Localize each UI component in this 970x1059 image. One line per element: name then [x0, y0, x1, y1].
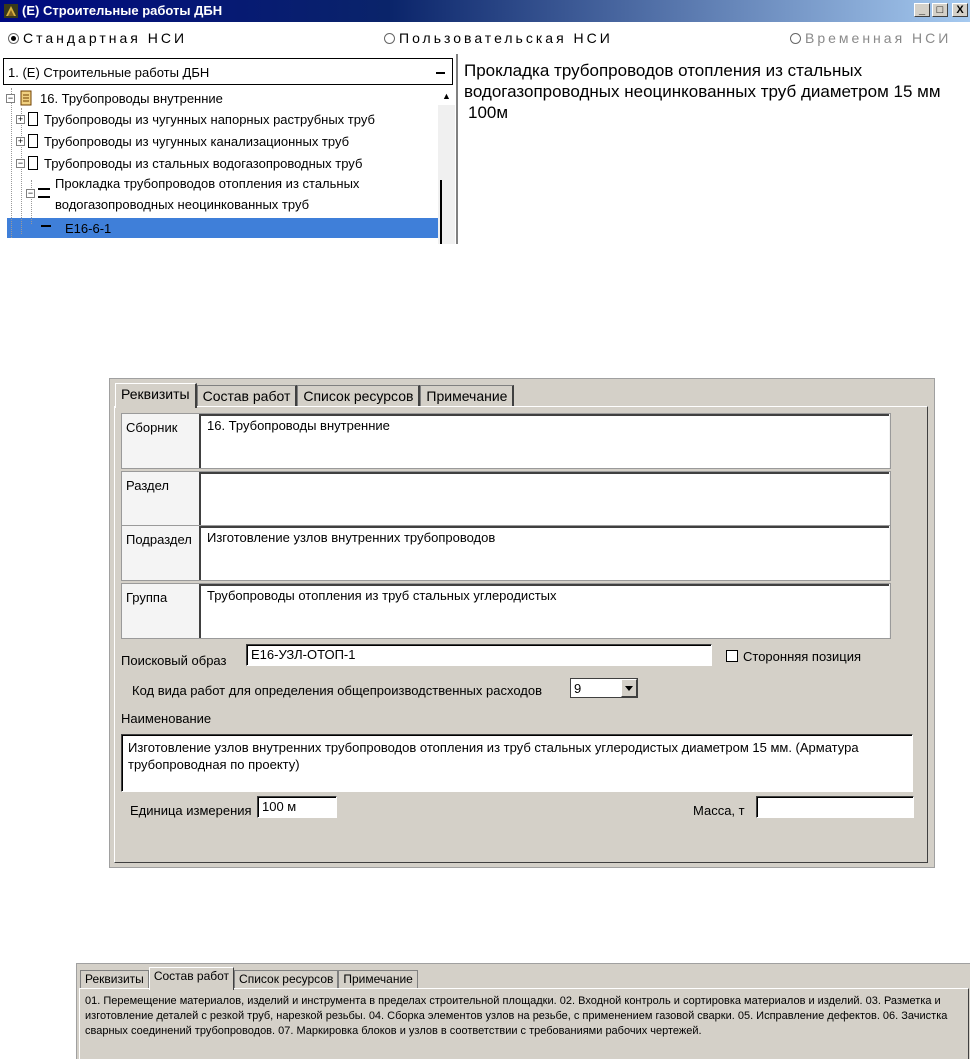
document-icon: [28, 134, 38, 148]
work-type-value: 9: [574, 681, 582, 696]
search-input[interactable]: Е16-УЗЛ-ОТОП-1: [246, 644, 712, 666]
tab-requisites[interactable]: Реквизиты: [80, 970, 149, 989]
main-window: [0, 0, 970, 244]
tree-item[interactable]: [6, 88, 223, 108]
tree-item-label: Трубопроводы из стальных водогазопроводных труб: [44, 155, 363, 171]
works-composition-text[interactable]: 01. Перемещение материалов, изделий и инструмента в пределах строительной площадки. 02. Входной контроль и сортировка материалов и изделий. 03. Разметка и изготовление деталей с резкой труб, нарезкой резьбы. 04. Сборка элементов узлов на резьбе, с применением газовой сварки. 05. Исправление дефектов. 06. Зачистка сварных соединений трубопроводов. 07. Маркировка блоков и узлов в соответствии с требованиями рабочих чертежей.: [85, 995, 948, 1037]
radio-dot-icon: [8, 33, 19, 44]
tree-item-label: Прокладка трубопроводов отопления из стальных: [55, 175, 360, 191]
nsi-radio-group: [0, 22, 970, 54]
field-label: Сборник: [126, 420, 178, 435]
tree-item[interactable]: [16, 109, 375, 129]
description-pane: [460, 54, 970, 244]
unit-label: Единица измерения: [130, 803, 252, 818]
tab-requisites[interactable]: Реквизиты: [115, 383, 197, 408]
collection-select[interactable]: [3, 58, 453, 85]
works-form: [76, 963, 970, 1059]
tab-works[interactable]: Состав работ: [197, 385, 298, 407]
group-field[interactable]: [199, 584, 889, 638]
expand-icon[interactable]: +: [17, 135, 24, 146]
window-title: (E) Строительные работы ДБН: [22, 3, 223, 18]
radio-label: Пользовательская НСИ: [399, 30, 613, 46]
close-button[interactable]: X: [952, 3, 968, 17]
radio-dot-icon: [384, 33, 395, 44]
document-icon: [28, 112, 38, 126]
norm-unit: 100м: [468, 103, 509, 122]
maximize-button[interactable]: □: [932, 3, 948, 17]
tab-resources[interactable]: Список ресурсов: [234, 970, 338, 989]
radio-label: Временная НСИ: [805, 30, 952, 46]
radio-label: Стандартная НСИ: [23, 30, 187, 46]
field-group: [121, 583, 891, 639]
norm-description-text: Прокладка трубопроводов отопления из стальных водогазопроводных неоцинкованных труб диаметром 15 мм: [464, 61, 941, 101]
field-label: Подраздел: [126, 532, 192, 547]
collection-field[interactable]: [199, 414, 889, 468]
collapse-icon[interactable]: −: [27, 187, 34, 198]
search-label: Поисковый образ: [121, 653, 227, 668]
book-icon: [18, 90, 34, 106]
tree-scrollbar[interactable]: [438, 88, 455, 244]
unit-input[interactable]: 100 м: [257, 796, 337, 818]
norms-tree[interactable]: [3, 88, 455, 244]
tree-item-label: водогазопроводных неоцинкованных труб: [55, 196, 310, 212]
tree-item-label: Е16-6-1: [65, 220, 112, 236]
tree-item[interactable]: [16, 153, 362, 173]
scroll-track-line: [440, 180, 442, 244]
section-field[interactable]: [199, 472, 889, 526]
subsection-field[interactable]: [199, 526, 889, 580]
tab-strip: [80, 967, 418, 989]
field-subsection: [121, 525, 891, 581]
field-value: Изготовление узлов внутренних трубопроводов: [207, 530, 496, 545]
field-value: 16. Трубопроводы внутренние: [207, 418, 390, 433]
tree-pane: [0, 54, 458, 244]
field-section: [121, 471, 891, 527]
collapse-icon[interactable]: −: [17, 157, 24, 168]
document-icon: [28, 156, 38, 170]
field-collection: [121, 413, 891, 469]
work-type-select[interactable]: [570, 678, 638, 698]
app-icon: [3, 3, 19, 19]
name-label: Наименование: [121, 711, 212, 726]
tab-resources[interactable]: Список ресурсов: [297, 385, 420, 407]
radio-user-nsi[interactable]: [384, 30, 613, 46]
work-type-label: Код вида работ для определения общепроизводственных расходов: [132, 683, 542, 698]
tab-notes[interactable]: Примечание: [338, 970, 417, 989]
works-panel: [79, 988, 969, 1059]
radio-standard-nsi[interactable]: [8, 30, 187, 46]
requisites-panel: [114, 406, 928, 863]
tree-item-label: Трубопроводы из чугунных напорных раструбных труб: [44, 111, 375, 127]
table-icon: [38, 188, 50, 198]
collapse-icon[interactable]: −: [7, 92, 14, 103]
title-bar: [0, 0, 970, 22]
scroll-up-icon[interactable]: ▲: [438, 88, 455, 105]
tree-item[interactable]: [26, 183, 56, 203]
third-party-label: Сторонняя позиция: [743, 649, 862, 664]
name-textarea[interactable]: Изготовление узлов внутренних трубопроводов отопления из труб стальных углеродистых диаметром 15 мм. (Арматура трубопроводная по проекту): [121, 734, 913, 792]
collection-select-value: 1. (E) Строительные работы ДБН: [8, 65, 210, 80]
dropdown-arrow-icon[interactable]: [621, 679, 637, 697]
tree-item[interactable]: [16, 131, 349, 151]
field-value: Трубопроводы отопления из труб стальных углеродистых: [207, 588, 557, 603]
expand-icon[interactable]: +: [17, 113, 24, 124]
item-icon: [41, 225, 51, 231]
field-label: Группа: [126, 590, 168, 605]
radio-dot-icon: [790, 33, 801, 44]
norm-description: [464, 60, 964, 123]
radio-temp-nsi: [790, 30, 951, 46]
tree-item-label: 16. Трубопроводы внутренние: [40, 90, 223, 106]
tab-strip: [115, 383, 514, 407]
mass-label: Масса, т: [693, 803, 745, 818]
mass-input[interactable]: [756, 796, 914, 818]
requisites-form: [109, 378, 935, 868]
tree-item-selected[interactable]: [41, 218, 111, 238]
third-party-checkbox[interactable]: [726, 650, 738, 662]
tree-item-label: Трубопроводы из чугунных канализационных труб: [44, 133, 350, 149]
tab-works[interactable]: Состав работ: [149, 967, 234, 990]
tab-notes[interactable]: Примечание: [420, 385, 514, 407]
field-label: Раздел: [126, 478, 169, 493]
minimize-button[interactable]: _: [914, 3, 930, 17]
dropdown-arrow-icon[interactable]: [432, 61, 450, 82]
